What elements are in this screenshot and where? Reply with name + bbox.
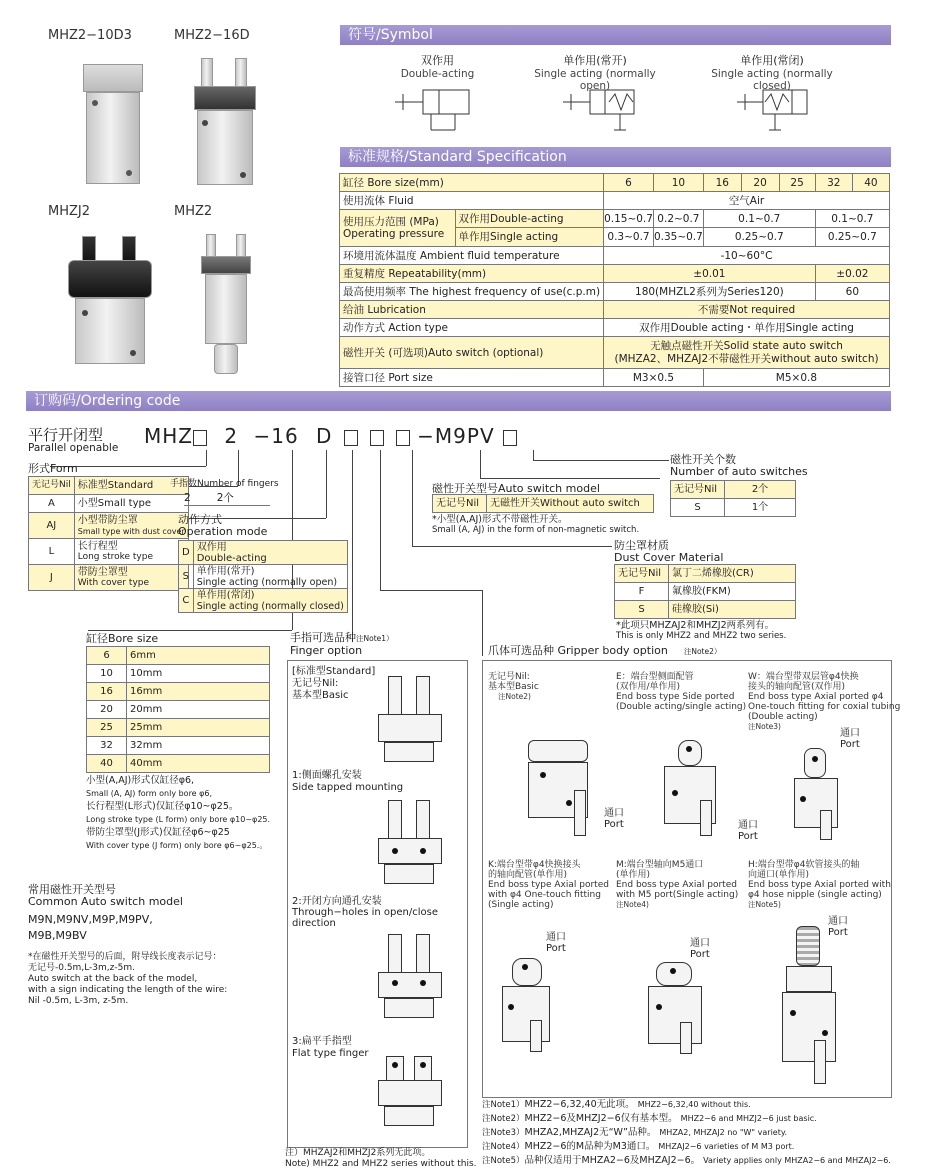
finger-opt-standard: [标准型Standard] 无记号Nil: 基本型Basic	[292, 666, 376, 701]
body-opt-h: H:端台型带φ4软管接头的轴 向通口(单作用) End boss type Axial ported with φ4 hose nipple (single acting) 注Note5)	[748, 860, 891, 909]
body-opt-w: W：端台型带双层管φ4快换 接头的轴向配管(双作用) End boss type Axial ported φ4 One-touch fitting for coxial tubing (Double acting) 注Note3)	[748, 672, 901, 731]
finger-option-title: 手指可选品种注Note1） Finger option	[290, 631, 394, 657]
spec-header: 标准规格/Standard Specification	[340, 147, 891, 167]
body-opt-e: E：端台型侧面配管 (双作用/单作用) End boss type Side ported (Double acting/single acting)	[616, 672, 747, 712]
body-opt-k: K:端台型带φ4快换接头 的轴向配管(单作用) End boss type Axial ported with φ4 One-touch fitting (Single acting)	[488, 860, 609, 910]
fingers-row: 2 2个	[184, 490, 270, 506]
product-label-2: MHZ2−16D	[174, 28, 250, 43]
finger-foot-note: 注）MHZAJ2和MHZJ2系列无此项。 Note) MHZ2 and MHZ2 series without this.	[285, 1148, 477, 1169]
finger-opt-1: 1:侧面螺孔安装 Side tapped mounting	[292, 770, 404, 793]
body-opt-m: M:端台型轴向M5通口 (单作用) End boss type Axial ported with M5 port(Single acting) 注Note4)	[616, 860, 739, 909]
symbol-single-nc: 单作用(常闭) Single acting (normally closed)	[711, 54, 833, 92]
product-label-3: MHZJ2	[48, 204, 91, 219]
finger-opt-2: 2:开闭方向通孔安装 Through−holes in open/close direction	[292, 896, 439, 929]
type-en: Parallel openable	[28, 442, 119, 454]
dust-label: 防尘罩材质 Dust Cover Material	[614, 539, 724, 564]
sw-model-note: *小型(A,AJ)形式不带磁性开关。 Small (A, AJ) in the form of non-magnetic switch.	[432, 514, 640, 535]
type-cn: 平行开闭型	[28, 426, 104, 444]
sw-model-label: 磁性开关型号Auto switch model	[432, 482, 600, 495]
form-label: 形式Form	[28, 462, 78, 475]
dust-note: *此项只MHZAJ2和MHZJ2两系列有。 This is only MHZ2 and MHZ2 two series.	[616, 620, 787, 641]
dust-table: 无记号Nil 氯丁二烯橡胶(CR) F 氟橡胶(FKM) S 硅橡胶(Si)	[614, 564, 796, 619]
bore-size-label: 缸径 Bore size(mm)	[340, 174, 604, 192]
form-table: 无记号Nil 标准型Standard A 小型Small type AJ 小型带防尘罩 Small type with dust cover L 长行程型 Long stroke type J 带防尘罩型 With cover type	[28, 476, 189, 591]
autosw-models: M9N,M9NV,M9P,M9PV, M9B,M9BV	[28, 913, 153, 942]
bore-notes: 小型(A,AJ)形式仅缸径φ6, Small (A, AJ) form only bore φ6, 长行程型(L形式)仅缸径φ10~φ25。 Long stroke type (L form) only bore φ10~φ25. 带防尘罩型(J形式)仅缸径φ6~φ25 With cover type (J form) only bore φ6~φ25.。	[86, 775, 271, 850]
pneumatic-symbols	[395, 80, 875, 140]
product-label-1: MHZ2−10D3	[48, 28, 132, 43]
symbol-double: 双作用 Double-acting	[400, 54, 475, 80]
port-label-3: 通口 Port	[840, 728, 860, 750]
autosw-title: 常用磁性开关型号 Common Auto switch model	[28, 883, 183, 908]
port-label-4: 通口 Port	[546, 932, 566, 954]
opmode-table: D 双作用 Double-acting S 单作用(常开) Single acting (normally open) C 单作用(常闭) Single acting (normally closed)	[178, 540, 348, 613]
product-label-4: MHZ2	[174, 204, 213, 219]
port-label-1: 通口 Port	[604, 808, 624, 830]
spec-table: 缸径 Bore size(mm) 6 10 16 20 25 32 40 使用流体 Fluid 空气Air 使用压力范围 (MPa) Operating pressure 双作用Double-acting 单作用Single acting 0.15~0.7 0.3~0.7 0.2~0.7 0.35~0.7 0.1~0.7 0.25~0.7 0.1~0.7 0.25~0.7 环境用流体温度 Ambient fluid temperature -10~60°C 重复精度 Repeatability(mm) ±0.01 ±0.02 最高使用频率 The highest frequency of use(c.p.m) 180(MHZL2系列为Series120) 60 给油 Lubrication 不需要Not required 动作方式 Action type 双作用Double acting・单作用Single acting 磁性开关 (可选项)Auto switch (optional) 无触点磁性开关Solid state auto switch (MHZA2、MHZAJ2不带磁性开关without auto switch) 接管口径 Port size M3×0.5 M5×0.8	[339, 173, 890, 387]
opmode-label: 动作方式 Operation mode	[178, 513, 268, 538]
port-label-5: 通口 Port	[690, 938, 710, 960]
sw-count-table: 无记号Nil 2个 S 1个	[670, 480, 796, 517]
ordering-header: 订购码/Ordering code	[26, 391, 891, 411]
bore-table: 6 6mm 10 10mm 16 16mm 20 20mm 25 25mm 32 32mm 40 40mm	[86, 646, 270, 773]
body-option-title: 爪体可选品种 Gripper body option 注Note2）	[488, 644, 722, 657]
port-label-6: 通口 Port	[828, 916, 848, 938]
footnotes: 注Note1）MHZ2−6,32,40无此项。 MHZ2−6,32,40 without this. 注Note2）MHZ2−6及MHZJ2−6仅有基本型。 MHZ2−6 and MHZJ2−6 just basic. 注Note3）MHZA2,MHZAJ2无“W”品种。 MHZA2, MHZAJ2 no "W" variety. 注Note4）MHZ2−6的M品种为M3通口。 MHZAJ2−6 varieties of M M3 port. 注Note5）品种仅适用于MHZA2−6及MHZAJ2−6。 Variety applies only MHZA2−6 and MHZAJ2−6.	[482, 1099, 891, 1166]
symbol-header: 符号/Symbol	[340, 25, 891, 45]
autosw-notes: *在磁性开关型号的后面，附导线长度表示记号： 无记号-0.5m,L-3m,z-5m. Auto switch at the back of the model, with a sign indicating the length of the wire: Nil -0.5m, L-3m, z-5m.	[28, 952, 228, 1006]
symbol-single-no: 单作用(常开) Single acting (normally open)	[534, 54, 656, 92]
body-opt-basic: 无记号Nil: 基本型Basic 注Note2)	[488, 672, 539, 701]
sw-model-table: 无记号Nil 无磁性开关Without auto switch	[432, 494, 654, 513]
finger-opt-3: 3:扁平手指型 Flat type finger	[292, 1036, 369, 1059]
sw-count-label: 磁性开关个数 Number of auto switches	[670, 453, 808, 478]
port-label-2: 通口 Port	[738, 820, 758, 842]
ordering-code: MHZ 2 −16 D −M9PV	[144, 424, 517, 448]
bore-label: 缸径Bore size	[86, 632, 159, 645]
fingers-label: 手指数Number of fingers	[170, 479, 279, 489]
